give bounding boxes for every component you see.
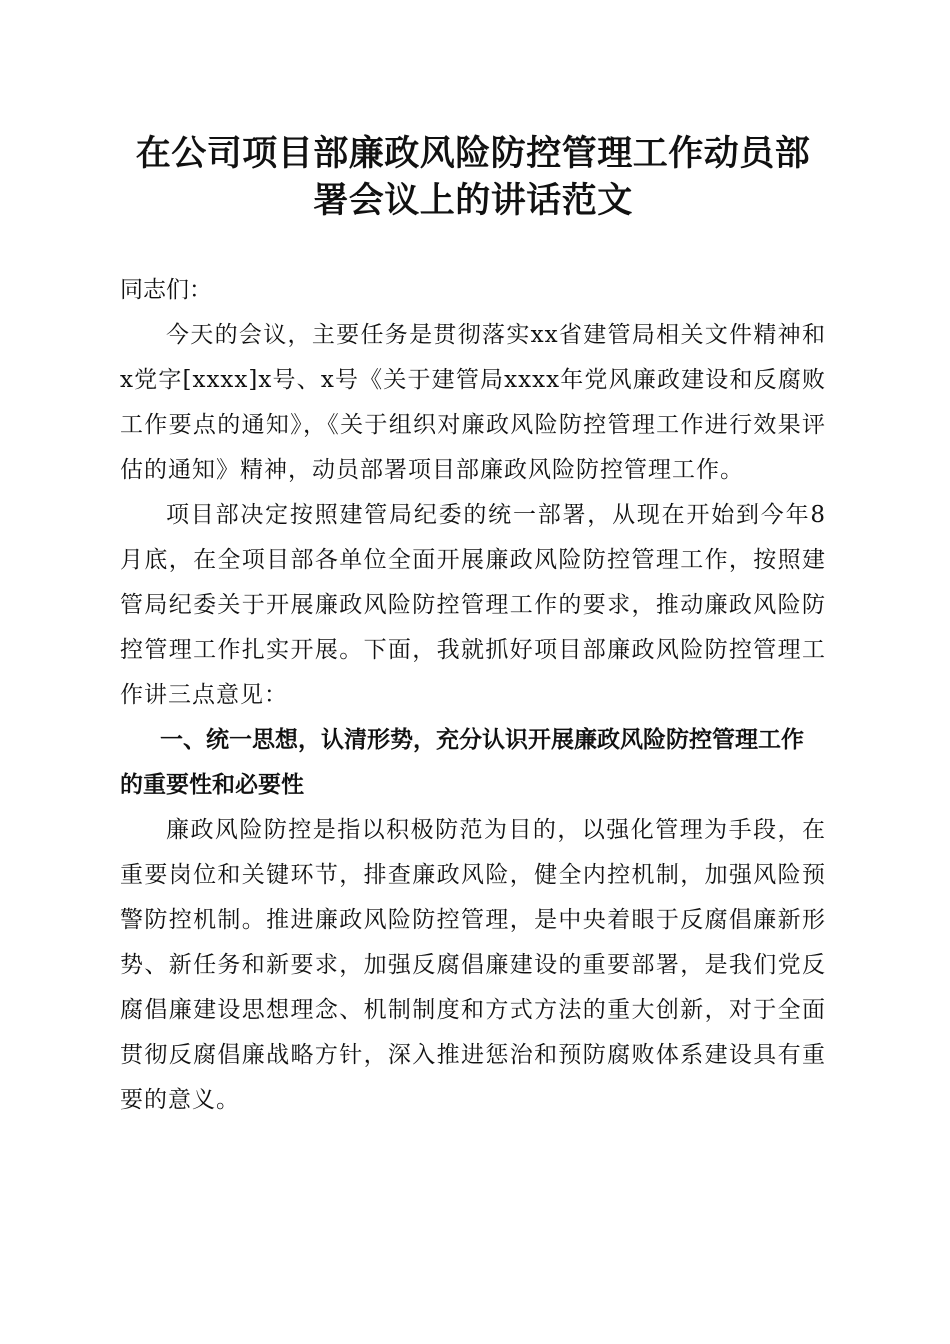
paragraph-intro: 今天的会议，主要任务是贯彻落实xx省建管局相关文件精神和x党字[xxxx]x号、x号《关于建管局xxxx年党风廉政建设和反腐败工作要点的通知》，《关于组织对廉政风险防控管理工作进行效果评估的通知》精神，动员部署项目部廉政风险防控管理工作。 xyxy=(120,322,826,483)
section-heading-1: 一、统一思想，认清形势，充分认识开展廉政风险防控管理工作的重要性和必要性 xyxy=(120,727,804,798)
paragraph-deployment: 项目部决定按照建管局纪委的统一部署，从现在开始到今年8月底，在全项目部各单位全面开展廉政风险防控管理工作，按照建管局纪委关于开展廉政风险防控管理工作的要求，推动廉政风险防控管理工作扎实开展。下面，我就抓好项目部廉政风险防控管理工作讲三点意见： xyxy=(120,502,826,708)
document-title: 在公司项目部廉政风险防控管理工作动员部署会议上的讲话范文 xyxy=(135,133,811,221)
paragraph-section-1: 廉政风险防控是指以积极防范为目的，以强化管理为手段，在重要岗位和关键环节，排查廉政风险，健全内控机制，加强风险预警防控机制。推进廉政风险防控管理，是中央着眼于反腐倡廉新形势、新任务和新要求，加强反腐倡廉建设的重要部署，是我们党反腐倡廉建设思想理念、机制制度和方式方法的重大创新，对于全面贯彻反腐倡廉战略方针，深入推进惩治和预防腐败体系建设具有重要的意义。 xyxy=(120,817,826,1113)
document-page xyxy=(120,130,826,1123)
salutation: 同志们： xyxy=(120,277,212,303)
